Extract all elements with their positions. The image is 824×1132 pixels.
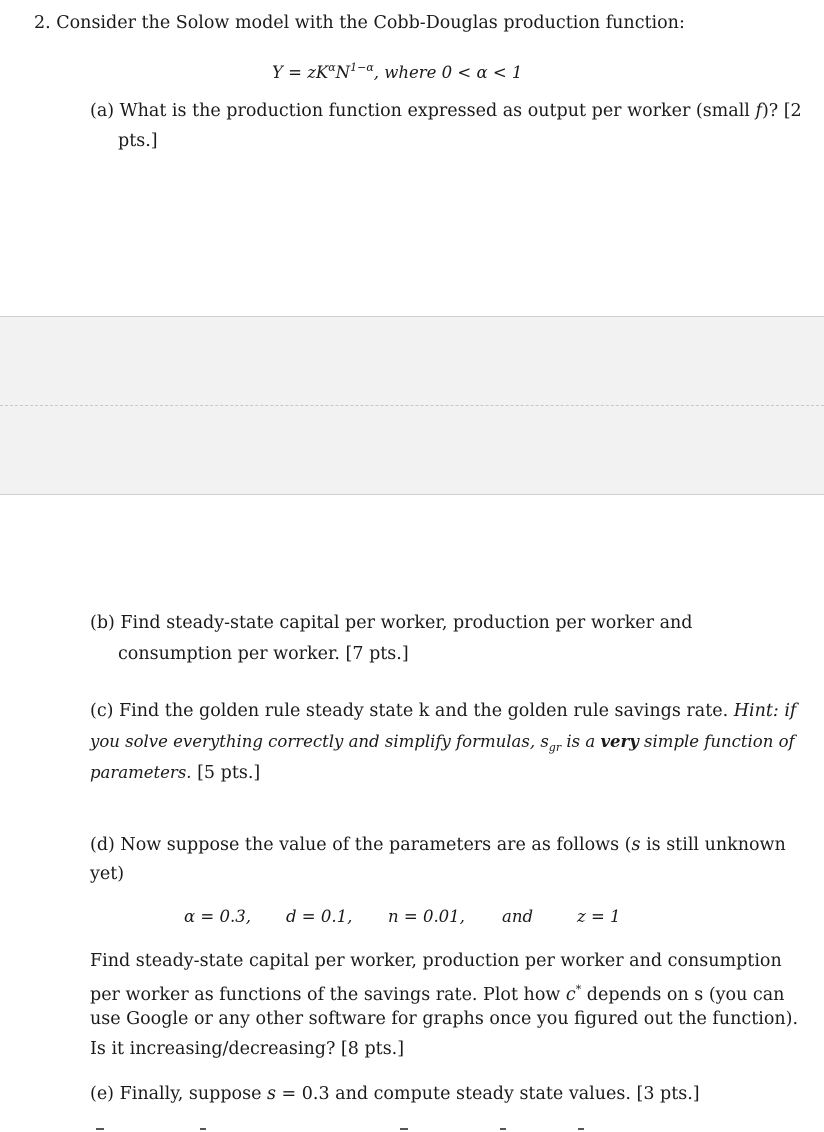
part-b-line1: (b) Find steady-state capital per worker, production per worker and bbox=[90, 613, 693, 633]
part-d-line2: yet) bbox=[90, 864, 125, 884]
question-intro: 2. Consider the Solow model with the Cobb-Douglas production function: bbox=[34, 13, 685, 33]
part-e-line: (e) Finally, suppose s = 0.3 and compute steady state values. [3 pts.] bbox=[90, 1084, 700, 1104]
production-function-equation: $Y = zK^\alpha N^{1-\alpha}$, where 0 < α < 1 bbox=[272, 61, 523, 82]
part-c-line2: you solve everything correctly and simplify formulas, $s_{gr}$ is a very simple function of bbox=[90, 732, 795, 754]
part-a-line2: pts.] bbox=[118, 131, 158, 151]
param-d: d = 0.1, bbox=[286, 907, 353, 926]
param-alpha: α = 0.3, bbox=[184, 907, 251, 926]
param-and: and bbox=[502, 907, 534, 926]
part-b-line2: consumption per worker. [7 pts.] bbox=[118, 644, 409, 664]
part-a-line1: (a) What is the production function expressed as output per worker (small f)? [2 bbox=[90, 101, 802, 121]
part-d-line1: (d) Now suppose the value of the parameters are as follows (s is still unknown bbox=[90, 835, 786, 855]
cutoff-next-line bbox=[0, 1126, 824, 1132]
param-n: n = 0.01, bbox=[388, 907, 465, 926]
part-d-para-line1: Find steady-state capital per worker, production per worker and consumption bbox=[90, 951, 782, 971]
page-break-divider bbox=[0, 405, 824, 406]
part-d-para-line3: use Google or any other software for graphs once you figured out the function). bbox=[90, 1009, 799, 1029]
part-d-para-line4: Is it increasing/decreasing? [8 pts.] bbox=[90, 1039, 405, 1059]
part-c-line3: parameters. [5 pts.] bbox=[90, 763, 261, 783]
param-z: z = 1 bbox=[577, 907, 621, 926]
part-d-para-line2: per worker as functions of the savings rate. Plot how c* depends on s (you can bbox=[90, 983, 785, 1005]
part-c-line1: (c) Find the golden rule steady state k and the golden rule savings rate. Hint: if bbox=[90, 701, 797, 721]
